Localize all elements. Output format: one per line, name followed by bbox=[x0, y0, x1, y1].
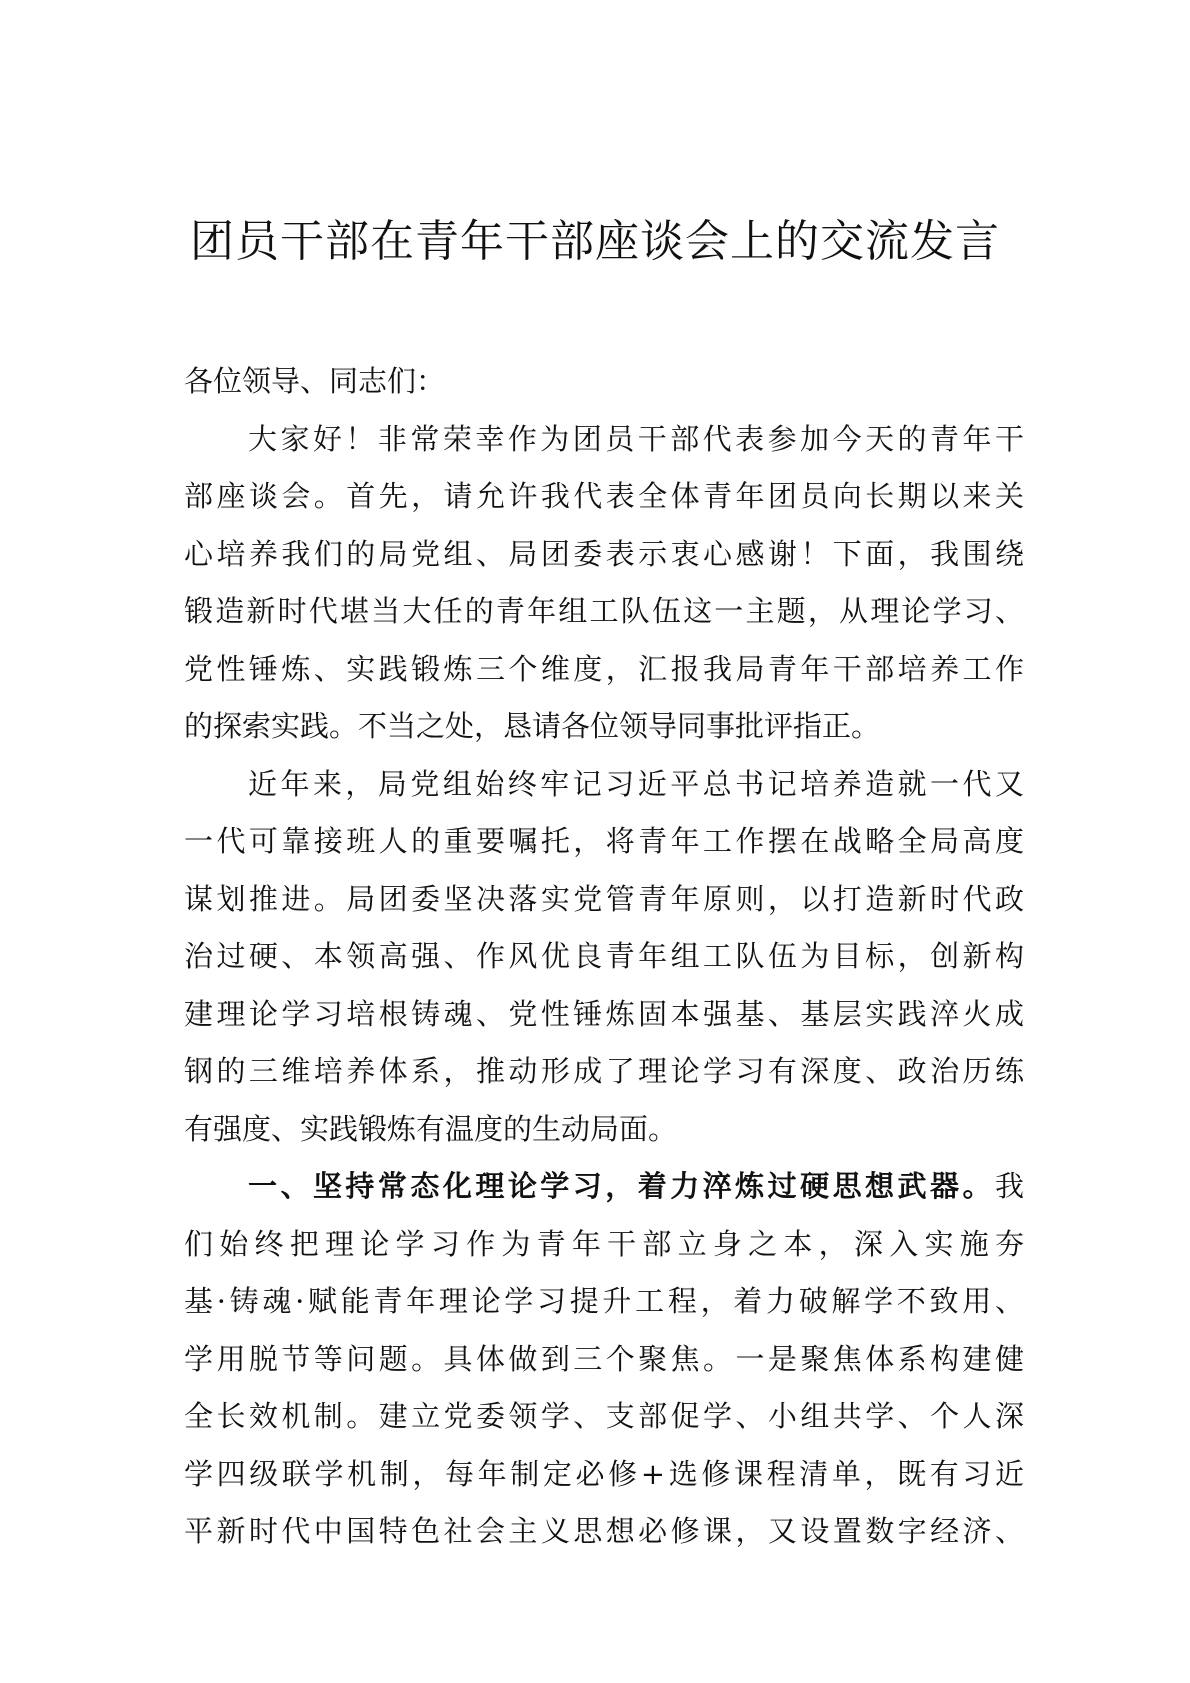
paragraph-3-line-1 bbox=[184, 1158, 1024, 1216]
paragraph-2-line-4: 治过硬、本领高强、作风优良青年组工队伍为目标，创新构 bbox=[184, 939, 1024, 973]
document-title: 团员干部在青年干部座谈会上的交流发言 bbox=[190, 216, 1000, 267]
paragraph-1-line-5: 党性锤炼、实践锻炼三个维度，汇报我局青年干部培养工作 bbox=[184, 651, 1024, 686]
paragraph-2-line-1: 近年来，局党组始终牢记习近平总书记培养造就一代又 bbox=[248, 766, 1024, 801]
paragraph-2-line-7: 有强度、实践锻炼有温度的生动局面。 bbox=[184, 1111, 678, 1146]
paragraph-3-line-3: 基·铸魂·赋能青年理论学习提升工程，着力破解学不致用、 bbox=[184, 1284, 1024, 1318]
paragraph-1-line-2: 部座谈会。首先，请允许我代表全体青年团员向长期以来关 bbox=[184, 479, 1024, 513]
paragraph-3-line-2: 们始终把理论学习作为青年干部立身之本，深入实施夯 bbox=[184, 1226, 1024, 1261]
section-heading-tail: 我 bbox=[994, 1169, 1024, 1203]
paragraph-1-line-6: 的探索实践。不当之处，恳请各位领导同事批评指正。 bbox=[184, 709, 881, 743]
paragraph-1-line-3: 心培养我们的局党组、局团委表示衷心感谢！下面，我围绕 bbox=[184, 536, 1024, 571]
paragraph-3-line-5: 全长效机制。建立党委领学、支部促学、小组共学、个人深 bbox=[184, 1399, 1024, 1433]
paragraph-1-line-1: 大家好！非常荣幸作为团员干部代表参加今天的青年干 bbox=[248, 421, 1024, 456]
paragraph-1-line-4: 锻造新时代堪当大任的青年组工队伍这一主题，从理论学习、 bbox=[184, 594, 1024, 628]
paragraph-2-line-5: 建理论学习培根铸魂、党性锤炼固本强基、基层实践淬火成 bbox=[184, 996, 1024, 1031]
salutation: 各位领导、同志们： bbox=[184, 364, 446, 398]
paragraph-2-line-6: 钢的三维培养体系，推动形成了理论学习有深度、政治历练 bbox=[184, 1054, 1024, 1088]
paragraph-2-line-3: 谋划推进。局团委坚决落实党管青年原则，以打造新时代政 bbox=[184, 881, 1024, 916]
paragraph-3-line-6: 学四级联学机制，每年制定必修+选修课程清单，既有习近 bbox=[184, 1456, 1024, 1491]
paragraph-2-line-2: 一代可靠接班人的重要嘱托，将青年工作摆在战略全局高度 bbox=[184, 824, 1024, 858]
paragraph-3-line-4: 学用脱节等问题。具体做到三个聚焦。一是聚焦体系构建健 bbox=[184, 1341, 1024, 1376]
section-heading: 一、坚持常态化理论学习，着力淬炼过硬思想武器。 bbox=[248, 1169, 995, 1203]
paragraph-3-line-7: 平新时代中国特色社会主义思想必修课，又设置数字经济、 bbox=[184, 1514, 1024, 1548]
document-body bbox=[184, 353, 1024, 1561]
